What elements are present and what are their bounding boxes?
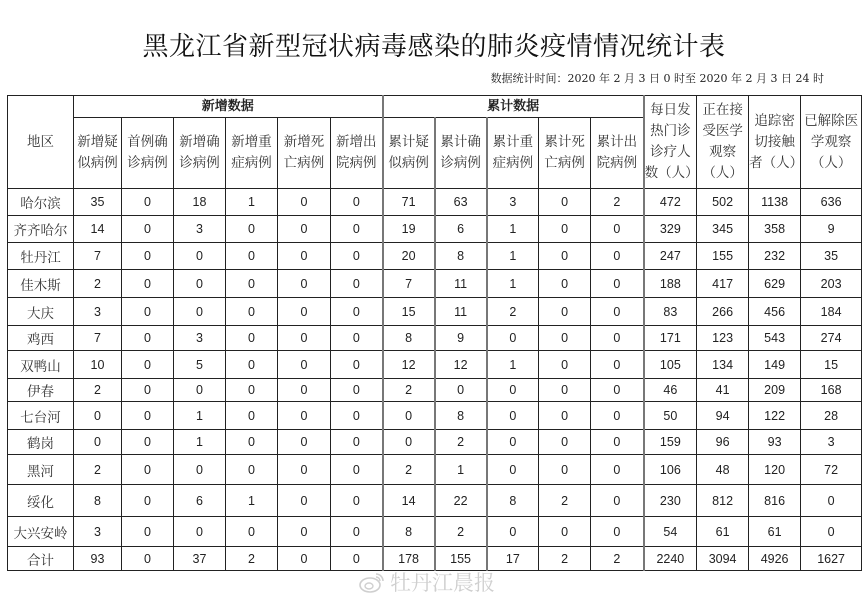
value-cell: 2 bbox=[435, 430, 487, 455]
value-cell: 0 bbox=[278, 402, 331, 430]
value-cell: 0 bbox=[122, 547, 174, 571]
value-cell: 8 bbox=[383, 517, 435, 547]
value-cell: 28 bbox=[801, 402, 862, 430]
value-cell: 94 bbox=[697, 402, 749, 430]
value-cell: 7 bbox=[383, 270, 435, 298]
value-cell: 0 bbox=[591, 298, 644, 326]
value-cell: 2 bbox=[383, 379, 435, 402]
value-cell: 2 bbox=[74, 455, 122, 485]
value-cell: 1 bbox=[435, 455, 487, 485]
value-cell: 0 bbox=[539, 326, 591, 351]
value-cell: 0 bbox=[539, 270, 591, 298]
table-row bbox=[8, 379, 862, 402]
value-cell: 9 bbox=[801, 216, 862, 243]
value-cell: 266 bbox=[697, 298, 749, 326]
value-cell: 3 bbox=[174, 216, 226, 243]
value-cell: 0 bbox=[331, 485, 383, 517]
region-cell: 合计 bbox=[8, 547, 74, 571]
epidemic-statistics-table bbox=[7, 95, 862, 571]
region-cell: 鸡西 bbox=[8, 326, 74, 351]
value-cell: 0 bbox=[539, 379, 591, 402]
value-cell: 96 bbox=[697, 430, 749, 455]
value-cell: 0 bbox=[174, 517, 226, 547]
value-cell: 203 bbox=[801, 270, 862, 298]
value-cell: 0 bbox=[487, 326, 539, 351]
col-header-fever-clinic: 每日发热门诊诊疗人数（人） bbox=[644, 96, 697, 189]
value-cell: 61 bbox=[749, 517, 801, 547]
table-row bbox=[8, 351, 862, 379]
value-cell: 0 bbox=[591, 216, 644, 243]
value-cell: 0 bbox=[122, 216, 174, 243]
col-header-new-deaths: 新增死亡病例 bbox=[278, 118, 331, 189]
value-cell: 0 bbox=[331, 547, 383, 571]
value-cell: 35 bbox=[801, 243, 862, 270]
value-cell: 0 bbox=[539, 298, 591, 326]
value-cell: 6 bbox=[435, 216, 487, 243]
value-cell: 106 bbox=[644, 455, 697, 485]
value-cell: 6 bbox=[174, 485, 226, 517]
value-cell: 0 bbox=[331, 326, 383, 351]
value-cell: 50 bbox=[644, 402, 697, 430]
value-cell: 8 bbox=[487, 485, 539, 517]
value-cell: 0 bbox=[801, 517, 862, 547]
value-cell: 1 bbox=[174, 402, 226, 430]
value-cell: 5 bbox=[174, 351, 226, 379]
value-cell: 123 bbox=[697, 326, 749, 351]
table-row bbox=[8, 517, 862, 547]
value-cell: 72 bbox=[801, 455, 862, 485]
value-cell: 15 bbox=[801, 351, 862, 379]
value-cell: 502 bbox=[697, 189, 749, 216]
region-cell: 大庆 bbox=[8, 298, 74, 326]
value-cell: 61 bbox=[697, 517, 749, 547]
value-cell: 0 bbox=[74, 402, 122, 430]
col-header-new-discharged: 新增出院病例 bbox=[331, 118, 383, 189]
col-header-under-observation: 正在接受医学观察（人） bbox=[697, 96, 749, 189]
col-header-cum-suspected: 累计疑似病例 bbox=[383, 118, 435, 189]
table-row bbox=[8, 270, 862, 298]
watermark bbox=[358, 567, 495, 597]
value-cell: 2 bbox=[435, 517, 487, 547]
value-cell: 629 bbox=[749, 270, 801, 298]
value-cell: 7 bbox=[74, 326, 122, 351]
value-cell: 120 bbox=[749, 455, 801, 485]
value-cell: 0 bbox=[591, 430, 644, 455]
value-cell: 0 bbox=[122, 402, 174, 430]
value-cell: 456 bbox=[749, 298, 801, 326]
value-cell: 2 bbox=[74, 270, 122, 298]
value-cell: 543 bbox=[749, 326, 801, 351]
value-cell: 14 bbox=[383, 485, 435, 517]
table-row bbox=[8, 402, 862, 430]
value-cell: 0 bbox=[383, 430, 435, 455]
value-cell: 8 bbox=[383, 326, 435, 351]
value-cell: 0 bbox=[591, 379, 644, 402]
value-cell: 2 bbox=[226, 547, 278, 571]
table-row bbox=[8, 298, 862, 326]
value-cell: 7 bbox=[74, 243, 122, 270]
value-cell: 171 bbox=[644, 326, 697, 351]
value-cell: 0 bbox=[122, 455, 174, 485]
value-cell: 105 bbox=[644, 351, 697, 379]
value-cell: 209 bbox=[749, 379, 801, 402]
value-cell: 0 bbox=[226, 216, 278, 243]
value-cell: 816 bbox=[749, 485, 801, 517]
value-cell: 0 bbox=[331, 243, 383, 270]
value-cell: 274 bbox=[801, 326, 862, 351]
value-cell: 10 bbox=[74, 351, 122, 379]
value-cell: 134 bbox=[697, 351, 749, 379]
value-cell: 71 bbox=[383, 189, 435, 216]
value-cell: 1 bbox=[487, 216, 539, 243]
value-cell: 0 bbox=[226, 379, 278, 402]
group-header-cumulative: 累计数据 bbox=[383, 96, 644, 118]
value-cell: 0 bbox=[487, 379, 539, 402]
value-cell: 0 bbox=[331, 517, 383, 547]
value-cell: 0 bbox=[226, 243, 278, 270]
value-cell: 0 bbox=[278, 351, 331, 379]
value-cell: 19 bbox=[383, 216, 435, 243]
value-cell: 1 bbox=[487, 243, 539, 270]
region-cell: 伊春 bbox=[8, 379, 74, 402]
value-cell: 0 bbox=[539, 402, 591, 430]
value-cell: 0 bbox=[278, 298, 331, 326]
stat-time: 数据统计时间：2020 年 2 月 3 日 0 时至 2020 年 2 月 3 日 24 时 bbox=[490, 72, 824, 85]
value-cell: 1 bbox=[487, 351, 539, 379]
value-cell: 2 bbox=[539, 485, 591, 517]
value-cell: 0 bbox=[591, 517, 644, 547]
value-cell: 0 bbox=[487, 455, 539, 485]
value-cell: 0 bbox=[122, 243, 174, 270]
value-cell: 0 bbox=[226, 270, 278, 298]
value-cell: 63 bbox=[435, 189, 487, 216]
value-cell: 0 bbox=[278, 379, 331, 402]
region-cell: 双鸭山 bbox=[8, 351, 74, 379]
value-cell: 93 bbox=[749, 430, 801, 455]
value-cell: 3094 bbox=[697, 547, 749, 571]
value-cell: 178 bbox=[383, 547, 435, 571]
value-cell: 0 bbox=[122, 430, 174, 455]
region-cell: 鹤岗 bbox=[8, 430, 74, 455]
value-cell: 0 bbox=[331, 379, 383, 402]
value-cell: 0 bbox=[122, 326, 174, 351]
value-cell: 155 bbox=[435, 547, 487, 571]
value-cell: 0 bbox=[74, 430, 122, 455]
value-cell: 14 bbox=[74, 216, 122, 243]
value-cell: 93 bbox=[74, 547, 122, 571]
value-cell: 2 bbox=[591, 547, 644, 571]
table-row bbox=[8, 485, 862, 517]
value-cell: 0 bbox=[331, 455, 383, 485]
value-cell: 0 bbox=[487, 402, 539, 430]
value-cell: 0 bbox=[539, 351, 591, 379]
value-cell: 3 bbox=[174, 326, 226, 351]
value-cell: 2 bbox=[383, 455, 435, 485]
value-cell: 0 bbox=[278, 216, 331, 243]
watermark-text: 牡丹江晨报 bbox=[390, 571, 495, 595]
value-cell: 2 bbox=[539, 547, 591, 571]
value-cell: 0 bbox=[226, 326, 278, 351]
value-cell: 0 bbox=[278, 270, 331, 298]
value-cell: 0 bbox=[122, 189, 174, 216]
value-cell: 3 bbox=[801, 430, 862, 455]
value-cell: 15 bbox=[383, 298, 435, 326]
value-cell: 0 bbox=[591, 270, 644, 298]
value-cell: 0 bbox=[278, 547, 331, 571]
value-cell: 472 bbox=[644, 189, 697, 216]
value-cell: 8 bbox=[435, 243, 487, 270]
value-cell: 0 bbox=[331, 351, 383, 379]
col-header-new-confirmed: 新增确诊病例 bbox=[174, 118, 226, 189]
value-cell: 149 bbox=[749, 351, 801, 379]
value-cell: 46 bbox=[644, 379, 697, 402]
col-header-released-observation: 已解除医学观察（人） bbox=[801, 96, 862, 189]
col-header-close-contacts: 追踪密切接触者（人） bbox=[749, 96, 801, 189]
value-cell: 159 bbox=[644, 430, 697, 455]
value-cell: 0 bbox=[801, 485, 862, 517]
value-cell: 0 bbox=[383, 402, 435, 430]
col-header-cum-discharged: 累计出院病例 bbox=[591, 118, 644, 189]
value-cell: 188 bbox=[644, 270, 697, 298]
value-cell: 0 bbox=[591, 351, 644, 379]
value-cell: 155 bbox=[697, 243, 749, 270]
value-cell: 0 bbox=[226, 298, 278, 326]
value-cell: 0 bbox=[278, 189, 331, 216]
value-cell: 20 bbox=[383, 243, 435, 270]
value-cell: 0 bbox=[174, 379, 226, 402]
value-cell: 0 bbox=[226, 351, 278, 379]
value-cell: 0 bbox=[278, 485, 331, 517]
value-cell: 0 bbox=[122, 517, 174, 547]
value-cell: 0 bbox=[539, 216, 591, 243]
value-cell: 11 bbox=[435, 270, 487, 298]
value-cell: 22 bbox=[435, 485, 487, 517]
region-cell: 佳木斯 bbox=[8, 270, 74, 298]
value-cell: 3 bbox=[74, 298, 122, 326]
value-cell: 2 bbox=[487, 298, 539, 326]
value-cell: 0 bbox=[591, 243, 644, 270]
value-cell: 8 bbox=[435, 402, 487, 430]
value-cell: 37 bbox=[174, 547, 226, 571]
value-cell: 0 bbox=[331, 430, 383, 455]
value-cell: 0 bbox=[278, 243, 331, 270]
value-cell: 0 bbox=[591, 485, 644, 517]
value-cell: 0 bbox=[591, 455, 644, 485]
col-header-new-suspected: 新增疑似病例 bbox=[74, 118, 122, 189]
value-cell: 0 bbox=[278, 326, 331, 351]
value-cell: 0 bbox=[174, 298, 226, 326]
value-cell: 1 bbox=[487, 270, 539, 298]
region-cell: 齐齐哈尔 bbox=[8, 216, 74, 243]
value-cell: 18 bbox=[174, 189, 226, 216]
table-row bbox=[8, 326, 862, 351]
value-cell: 0 bbox=[174, 270, 226, 298]
value-cell: 12 bbox=[435, 351, 487, 379]
col-header-cum-deaths: 累计死亡病例 bbox=[539, 118, 591, 189]
value-cell: 0 bbox=[122, 351, 174, 379]
value-cell: 0 bbox=[226, 402, 278, 430]
value-cell: 1138 bbox=[749, 189, 801, 216]
value-cell: 3 bbox=[487, 189, 539, 216]
value-cell: 0 bbox=[174, 243, 226, 270]
value-cell: 0 bbox=[278, 430, 331, 455]
value-cell: 0 bbox=[435, 379, 487, 402]
value-cell: 0 bbox=[539, 455, 591, 485]
value-cell: 2240 bbox=[644, 547, 697, 571]
value-cell: 0 bbox=[226, 455, 278, 485]
value-cell: 54 bbox=[644, 517, 697, 547]
value-cell: 812 bbox=[697, 485, 749, 517]
table-row bbox=[8, 455, 862, 485]
col-header-first-confirmed: 首例确诊病例 bbox=[122, 118, 174, 189]
col-header-cum-confirmed: 累计确诊病例 bbox=[435, 118, 487, 189]
region-cell: 七台河 bbox=[8, 402, 74, 430]
value-cell: 0 bbox=[539, 243, 591, 270]
table-row bbox=[8, 216, 862, 243]
value-cell: 0 bbox=[539, 189, 591, 216]
region-cell: 哈尔滨 bbox=[8, 189, 74, 216]
value-cell: 0 bbox=[591, 326, 644, 351]
value-cell: 0 bbox=[122, 379, 174, 402]
region-cell: 绥化 bbox=[8, 485, 74, 517]
col-header-cum-severe: 累计重症病例 bbox=[487, 118, 539, 189]
value-cell: 417 bbox=[697, 270, 749, 298]
value-cell: 2 bbox=[591, 189, 644, 216]
value-cell: 0 bbox=[278, 517, 331, 547]
value-cell: 83 bbox=[644, 298, 697, 326]
value-cell: 122 bbox=[749, 402, 801, 430]
value-cell: 0 bbox=[331, 298, 383, 326]
value-cell: 48 bbox=[697, 455, 749, 485]
value-cell: 329 bbox=[644, 216, 697, 243]
value-cell: 358 bbox=[749, 216, 801, 243]
table-row bbox=[8, 430, 862, 455]
table-row bbox=[8, 189, 862, 216]
value-cell: 35 bbox=[74, 189, 122, 216]
region-cell: 大兴安岭 bbox=[8, 517, 74, 547]
value-cell: 11 bbox=[435, 298, 487, 326]
value-cell: 0 bbox=[591, 402, 644, 430]
value-cell: 0 bbox=[122, 298, 174, 326]
value-cell: 1 bbox=[226, 485, 278, 517]
value-cell: 0 bbox=[331, 270, 383, 298]
value-cell: 1 bbox=[174, 430, 226, 455]
value-cell: 0 bbox=[278, 455, 331, 485]
value-cell: 0 bbox=[539, 517, 591, 547]
value-cell: 1 bbox=[226, 189, 278, 216]
value-cell: 1627 bbox=[801, 547, 862, 571]
col-header-new-severe: 新增重症病例 bbox=[226, 118, 278, 189]
value-cell: 232 bbox=[749, 243, 801, 270]
weibo-icon bbox=[358, 571, 386, 593]
value-cell: 12 bbox=[383, 351, 435, 379]
value-cell: 3 bbox=[74, 517, 122, 547]
region-header: 地区 bbox=[8, 96, 74, 189]
value-cell: 0 bbox=[122, 485, 174, 517]
region-cell: 黑河 bbox=[8, 455, 74, 485]
value-cell: 0 bbox=[174, 455, 226, 485]
value-cell: 8 bbox=[74, 485, 122, 517]
value-cell: 2 bbox=[74, 379, 122, 402]
value-cell: 0 bbox=[122, 270, 174, 298]
value-cell: 0 bbox=[331, 216, 383, 243]
group-header-new: 新增数据 bbox=[74, 96, 383, 118]
value-cell: 0 bbox=[539, 430, 591, 455]
value-cell: 0 bbox=[487, 517, 539, 547]
value-cell: 0 bbox=[331, 189, 383, 216]
value-cell: 9 bbox=[435, 326, 487, 351]
value-cell: 230 bbox=[644, 485, 697, 517]
value-cell: 168 bbox=[801, 379, 862, 402]
document-title: 黑龙江省新型冠状病毒感染的肺炎疫情情况统计表 bbox=[142, 32, 726, 62]
value-cell: 0 bbox=[331, 402, 383, 430]
value-cell: 0 bbox=[487, 430, 539, 455]
region-cell: 牡丹江 bbox=[8, 243, 74, 270]
value-cell: 4926 bbox=[749, 547, 801, 571]
value-cell: 0 bbox=[226, 517, 278, 547]
value-cell: 41 bbox=[697, 379, 749, 402]
value-cell: 636 bbox=[801, 189, 862, 216]
value-cell: 247 bbox=[644, 243, 697, 270]
value-cell: 184 bbox=[801, 298, 862, 326]
value-cell: 0 bbox=[226, 430, 278, 455]
value-cell: 17 bbox=[487, 547, 539, 571]
value-cell: 345 bbox=[697, 216, 749, 243]
table-row bbox=[8, 243, 862, 270]
